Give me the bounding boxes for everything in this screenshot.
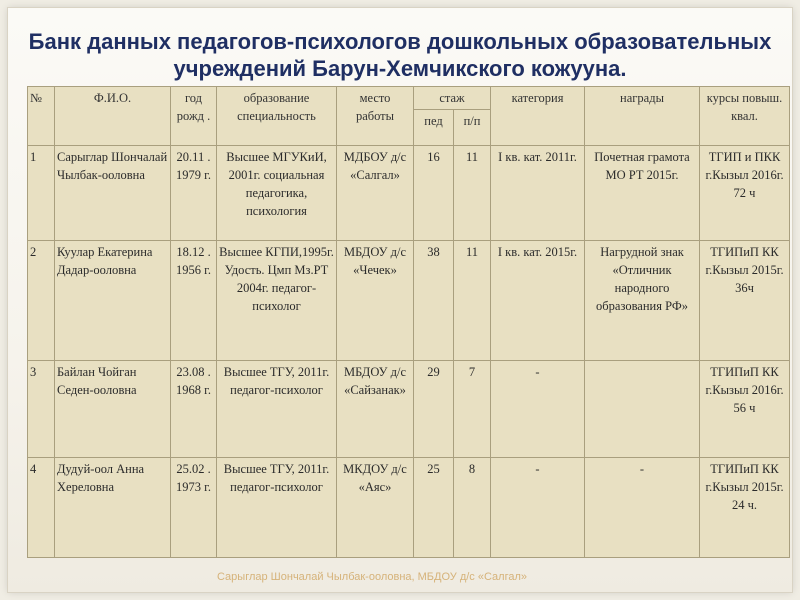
table-row [28,458,790,558]
cell-fio: Байлан Чойган Седен-ооловна [55,361,171,458]
header-courses: курсы повыш. квал. [700,87,790,146]
table-header-row [28,87,790,110]
header-stazh-pp: п/п [454,110,491,146]
cell-birth: 20.11 . 1979 г. [171,146,217,241]
cell-ped: 25 [414,458,454,558]
table-row [28,361,790,458]
header-education: образование специальность [217,87,337,146]
cell-courses: ТГИПиП КК г.Кызыл 2015г. 36ч [700,241,790,361]
header-category: категория [491,87,585,146]
table-row [28,146,790,241]
cell-fio: Сарыглар Шончалай Чылбак-ооловна [55,146,171,241]
cell-workplace: МБДОУ д/с «Сайзанак» [337,361,414,458]
cell-pp: 8 [454,458,491,558]
cell-courses: ТГИП и ПКК г.Кызыл 2016г. 72 ч [700,146,790,241]
cell-ped: 38 [414,241,454,361]
cell-courses: ТГИПиП КК г.Кызыл 2015г. 24 ч. [700,458,790,558]
table-row [28,241,790,361]
cell-pp: 7 [454,361,491,458]
header-fio: Ф.И.О. [55,87,171,146]
cell-category: - [491,458,585,558]
data-table [27,86,790,558]
cell-birth: 23.08 . 1968 г. [171,361,217,458]
cell-awards: Нагрудной знак «Отличник народного образования РФ» [585,241,700,361]
cell-courses: ТГИПиП КК г.Кызыл 2016г. 56 ч [700,361,790,458]
cell-num: 3 [28,361,55,458]
cell-num: 2 [28,241,55,361]
cell-education: Высшее КГПИ,1995г. Удость. Цмп Мз.РТ 2004г. педагог-психолог [217,241,337,361]
cell-num: 1 [28,146,55,241]
cell-ped: 16 [414,146,454,241]
header-awards: награды [585,87,700,146]
header-stazh-ped: пед [414,110,454,146]
header-stazh: стаж [414,87,491,110]
cell-awards: - [585,458,700,558]
cell-education: Высшее МГУКиИ, 2001г. социальная педагогика, психология [217,146,337,241]
header-birth-year: год рожд . [171,87,217,146]
footer-caption: Сарыглар Шончалай Чылбак-ооловна, МБДОУ д/с «Салгал» [216,571,527,583]
cell-pp: 11 [454,146,491,241]
cell-workplace: МКДОУ д/с «Аяс» [337,458,414,558]
cell-awards: Почетная грамота МО РТ 2015г. [585,146,700,241]
header-num: № [28,87,55,146]
cell-education: Высшее ТГУ, 2011г. педагог-психолог [217,361,337,458]
cell-fio: Дудуй-оол Анна Хереловна [55,458,171,558]
header-workplace: место работы [337,87,414,146]
cell-birth: 25.02 . 1973 г. [171,458,217,558]
cell-category: I кв. кат. 2011г. [491,146,585,241]
cell-workplace: МБДОУ д/с «Чечек» [337,241,414,361]
cell-num: 4 [28,458,55,558]
cell-awards [585,361,700,458]
cell-birth: 18.12 . 1956 г. [171,241,217,361]
cell-pp: 11 [454,241,491,361]
cell-fio: Куулар Екатерина Дадар-ооловна [55,241,171,361]
page-title: Банк данных педагогов-психологов дошкольных образовательных учреждений Барун-Хемчикского кожууна. [28,29,772,81]
cell-category: - [491,361,585,458]
cell-category: I кв. кат. 2015г. [491,241,585,361]
cell-workplace: МДБОУ д/с «Салгал» [337,146,414,241]
cell-education: Высшее ТГУ, 2011г. педагог-психолог [217,458,337,558]
cell-ped: 29 [414,361,454,458]
